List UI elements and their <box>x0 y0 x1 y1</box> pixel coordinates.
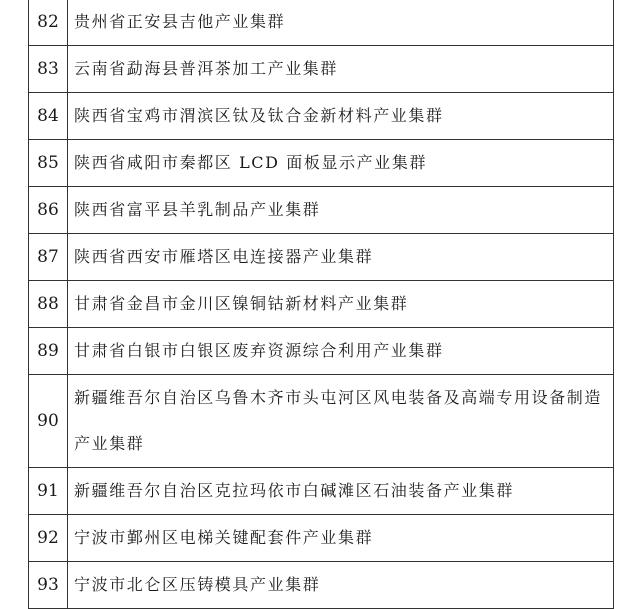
cluster-name: 宁波市鄞州区电梯关键配套件产业集群 <box>68 515 614 562</box>
cluster-name: 新疆维吾尔自治区乌鲁木齐市头屯河区风电装备及高端专用设备制造产业集群 <box>68 375 614 468</box>
row-number: 92 <box>29 515 68 562</box>
table-row <box>29 562 614 609</box>
cluster-name: 甘肃省白银市白银区废弃资源综合利用产业集群 <box>68 328 614 375</box>
row-number: 93 <box>29 562 68 609</box>
row-number: 82 <box>29 0 68 46</box>
table-row <box>29 468 614 515</box>
cluster-name: 新疆维吾尔自治区克拉玛依市白碱滩区石油装备产业集群 <box>68 468 614 515</box>
cluster-name: 宁波市北仑区压铸模具产业集群 <box>68 562 614 609</box>
table-row <box>29 375 614 468</box>
row-number: 86 <box>29 187 68 234</box>
row-number: 85 <box>29 140 68 187</box>
table-row <box>29 93 614 140</box>
cluster-name: 甘肃省金昌市金川区镍铜钴新材料产业集群 <box>68 281 614 328</box>
cluster-name: 陕西省西安市雁塔区电连接器产业集群 <box>68 234 614 281</box>
cluster-name: 陕西省宝鸡市渭滨区钛及钛合金新材料产业集群 <box>68 93 614 140</box>
cluster-name: 云南省勐海县普洱茶加工产业集群 <box>68 46 614 93</box>
row-number: 83 <box>29 46 68 93</box>
cluster-table <box>28 0 614 609</box>
table-row <box>29 328 614 375</box>
cluster-name: 贵州省正安县吉他产业集群 <box>68 0 614 46</box>
table-row <box>29 234 614 281</box>
table-row <box>29 46 614 93</box>
row-number: 87 <box>29 234 68 281</box>
row-number: 91 <box>29 468 68 515</box>
table-row <box>29 187 614 234</box>
row-number: 90 <box>29 375 68 468</box>
table-row <box>29 281 614 328</box>
row-number: 89 <box>29 328 68 375</box>
table-row <box>29 0 614 46</box>
row-number: 88 <box>29 281 68 328</box>
row-number: 84 <box>29 93 68 140</box>
cluster-name: 陕西省富平县羊乳制品产业集群 <box>68 187 614 234</box>
table-row <box>29 140 614 187</box>
cluster-name: 陕西省咸阳市秦都区 LCD 面板显示产业集群 <box>68 140 614 187</box>
table-row <box>29 515 614 562</box>
